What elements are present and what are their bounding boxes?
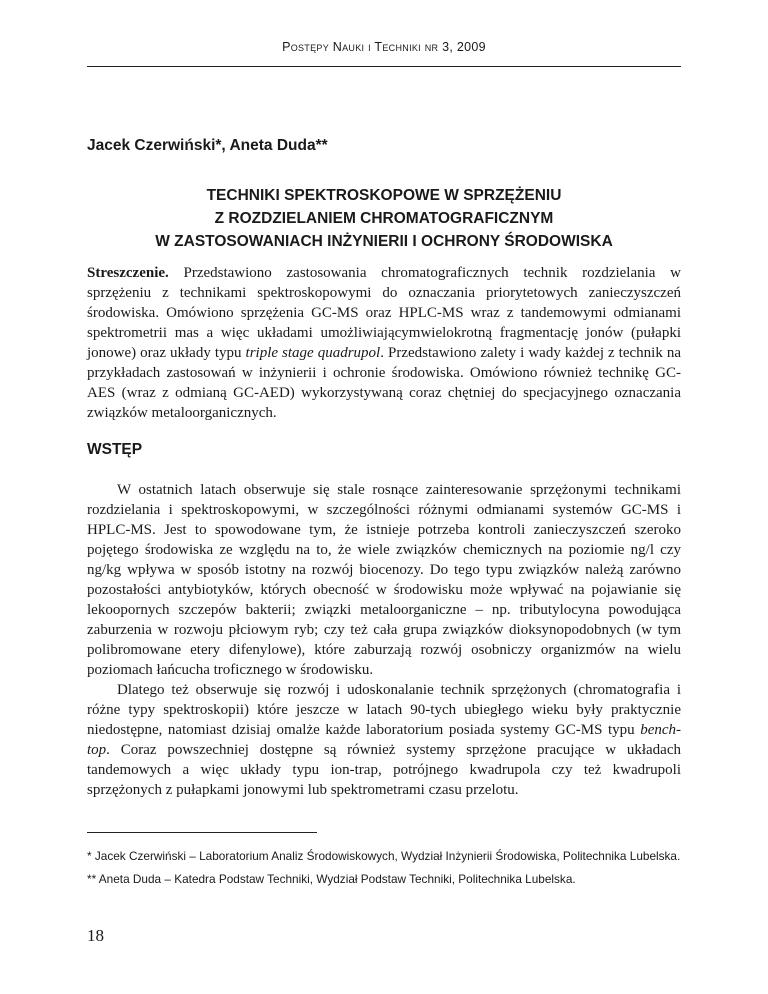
- section-heading: WSTĘP: [87, 441, 143, 458]
- paragraph-text: Dlatego też obserwuje się rozwój i udoskonalanie technik sprzężonych (chromatografia i różne typy spektroskopii) które jeszcze w latach 90-tych ubiegłego wieku były praktycznie niedostępne, natomiast dzisiaj omalże każde laboratorium posiada systemy GC-MS typu: [87, 682, 681, 738]
- paragraph-text: . Coraz powszechniej dostępne są również systemy sprzężone pracujące w układach tandemowych a więc układy typu ion-trap, potrójnego kwadrupola czy też kwadrupoli sprzężonych z pułapkami jonowymi lub spektrometrami czasu przelotu.: [87, 742, 681, 798]
- header-rule: [87, 66, 681, 67]
- abstract-text: Przedstawiono zastosowania chromatograficznych technik rozdzielania w sprzężeniu z technikami spektroskopowymi do oznaczania priorytetowych zanieczyszczeń środowiska. Omówiono sprzężenia GC-MS oraz HPLC-MS wraz z tandemowymi odmianami spektrometrii mas a więc układami umożliwiającymwielokrotną fragmentację jonów (pułapki jonowe) oraz układy typu: [87, 265, 681, 361]
- title-line: W ZASTOSOWANIACH INŻYNIERII I OCHRONY ŚRODOWISKA: [155, 233, 613, 250]
- footnote: * Jacek Czerwiński – Laboratorium Analiz Środowiskowych, Wydział Inżynierii Środowiska, Politechnika Lubelska.: [87, 849, 681, 863]
- paragraph-italic-term: bench-top: [87, 722, 681, 758]
- authors: Jacek Czerwiński*, Aneta Duda**: [87, 137, 328, 154]
- page-number: 18: [87, 926, 104, 945]
- footnote-rule: [87, 832, 317, 833]
- abstract-lead: Streszczenie.: [87, 265, 169, 281]
- body-text: [87, 480, 681, 800]
- abstract-text: . Przedstawiono zalety i wady każdej z technik na przykładach zastosowań w inżynierii i ochronie środowiska. Omówiono również technikę GC-AES (wraz z odmianą GC-AED) wykorzystywaną coraz chętniej do specjacyjnego oznaczania związków metaloorganicznych.: [87, 345, 681, 421]
- running-head: [0, 40, 768, 54]
- paragraph: W ostatnich latach obserwuje się stale rosnące zainteresowanie sprzężonymi technikami rozdzielania i spektroskopowymi, w szczególności różnymi odmianami systemów GC-MS i HPLC-MS. Jest to spowodowane tym, że istnieje potrzeba kontroli zanieczyszczeń szeroko pojętego środowiska ze względu na to, że wiele związków chemicznych na poziomie ng/l czy ng/kg wpływa w sposób istotny na rozwój biocenozy. Do tego typu związków należą zarówno pozostałości antybiotyków, których obecność w środowisku może wpływać na pojawianie się lekoopornych szczepów bakterii; związki metaloorganiczne – np. tributylocyna powodująca zaburzenia w rozwoju płciowym ryb; czy też cała grupa związków dioksynopodobnych (w tym polibromowane etery difenylowe), które zaburzają rozwój osobniczy organizmów na wielu poziomach łańcucha troficznego w środowisku.: [87, 482, 681, 678]
- title-line: Z ROZDZIELANIEM CHROMATOGRAFICZNYM: [214, 210, 554, 227]
- abstract-italic-term: triple stage quadrupol: [245, 345, 381, 361]
- abstract: [87, 263, 681, 423]
- footnotes: [87, 848, 681, 888]
- footnote: ** Aneta Duda – Katedra Podstaw Techniki, Wydział Podstaw Techniki, Politechnika Lubelska.: [87, 872, 576, 886]
- article-title: [60, 184, 708, 253]
- paragraph: [87, 680, 681, 800]
- title-line: TECHNIKI SPEKTROSKOPOWE W SPRZĘŻENIU: [206, 187, 562, 204]
- running-head-text: Postępy Nauki i Techniki nr 3, 2009: [282, 40, 486, 54]
